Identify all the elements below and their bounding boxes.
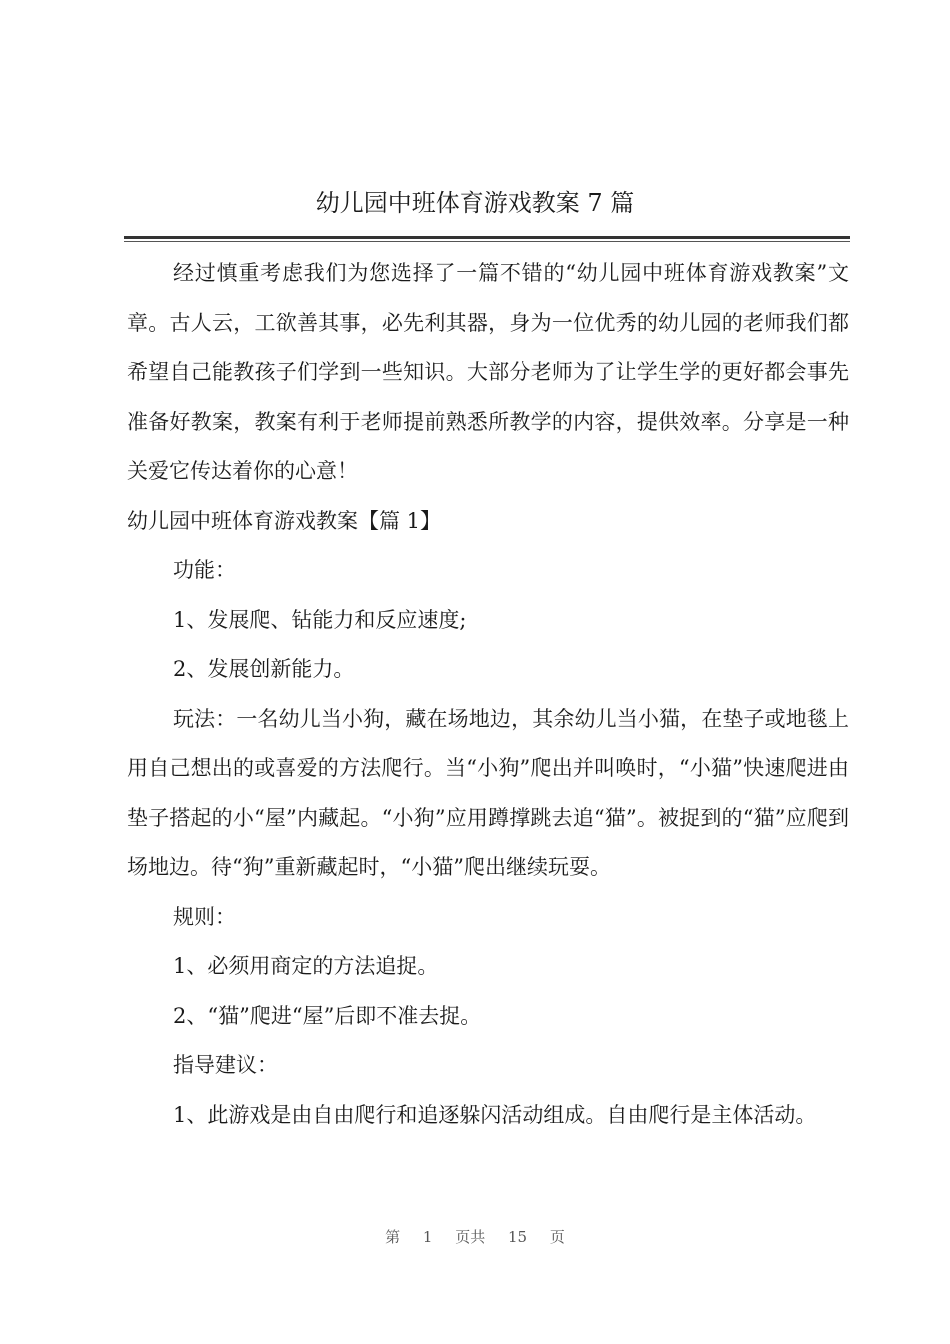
- rule-item-1: 1、必须用商定的方法追捉。: [173, 954, 439, 978]
- page-footer: [0, 1226, 950, 1247]
- total-pages: 15: [508, 1228, 528, 1246]
- guidance-heading: 指导建议：: [173, 1053, 278, 1077]
- guidance-item-1: 1、此游戏是由自由爬行和追逐躲闪活动组成。自由爬行是主体活动。: [173, 1102, 817, 1127]
- function-item-1: 1、发展爬、钻能力和反应速度;: [173, 607, 467, 632]
- document-body: [127, 249, 849, 1140]
- page-label: 第: [385, 1228, 401, 1246]
- section-heading: 幼儿园中班体育游戏教案【篇 1】: [127, 508, 442, 533]
- title-divider-thin: [124, 241, 850, 242]
- title-divider-thick: [124, 236, 850, 239]
- intro-paragraph: 经过慎重考虑我们为您选择了一篇不错的“幼儿园中班体育游戏教案”文章。古人云，工欲善其事，必先利其器，身为一位优秀的幼儿园的老师我们都希望自己能教孩子们学到一些知识。大部分老师为了让学生学的更好都会事先准备好教案，教案有利于老师提前熟悉所教学的内容，提供效率。分享是一种关爱它传达着你的心意！: [127, 261, 849, 483]
- gameplay-paragraph: 玩法：一名幼儿当小狗，藏在场地边，其余幼儿当小猫，在垫子或地毯上用自己想出的或喜爱的方法爬行。当“小狗”爬出并叫唤时，“小猫”快速爬进由垫子搭起的小“屋”内藏起。“小狗”应用蹲撑跳去追“猫”。被捉到的“猫”应爬到场地边。待“狗”重新藏起时，“小猫”爬出继续玩耍。: [127, 706, 849, 879]
- rule-item-2: 2、“猫”爬进“屋”后即不准去捉。: [173, 1003, 482, 1028]
- pages-label: 页: [549, 1228, 565, 1246]
- page-number: 1: [422, 1228, 433, 1246]
- function-item-2: 2、发展创新能力。: [173, 657, 355, 681]
- rules-heading: 规则：: [173, 904, 236, 929]
- of-label: 页共: [455, 1228, 486, 1246]
- document-title: 幼儿园中班体育游戏教案 7 篇: [315, 189, 635, 217]
- function-heading: 功能：: [173, 558, 236, 582]
